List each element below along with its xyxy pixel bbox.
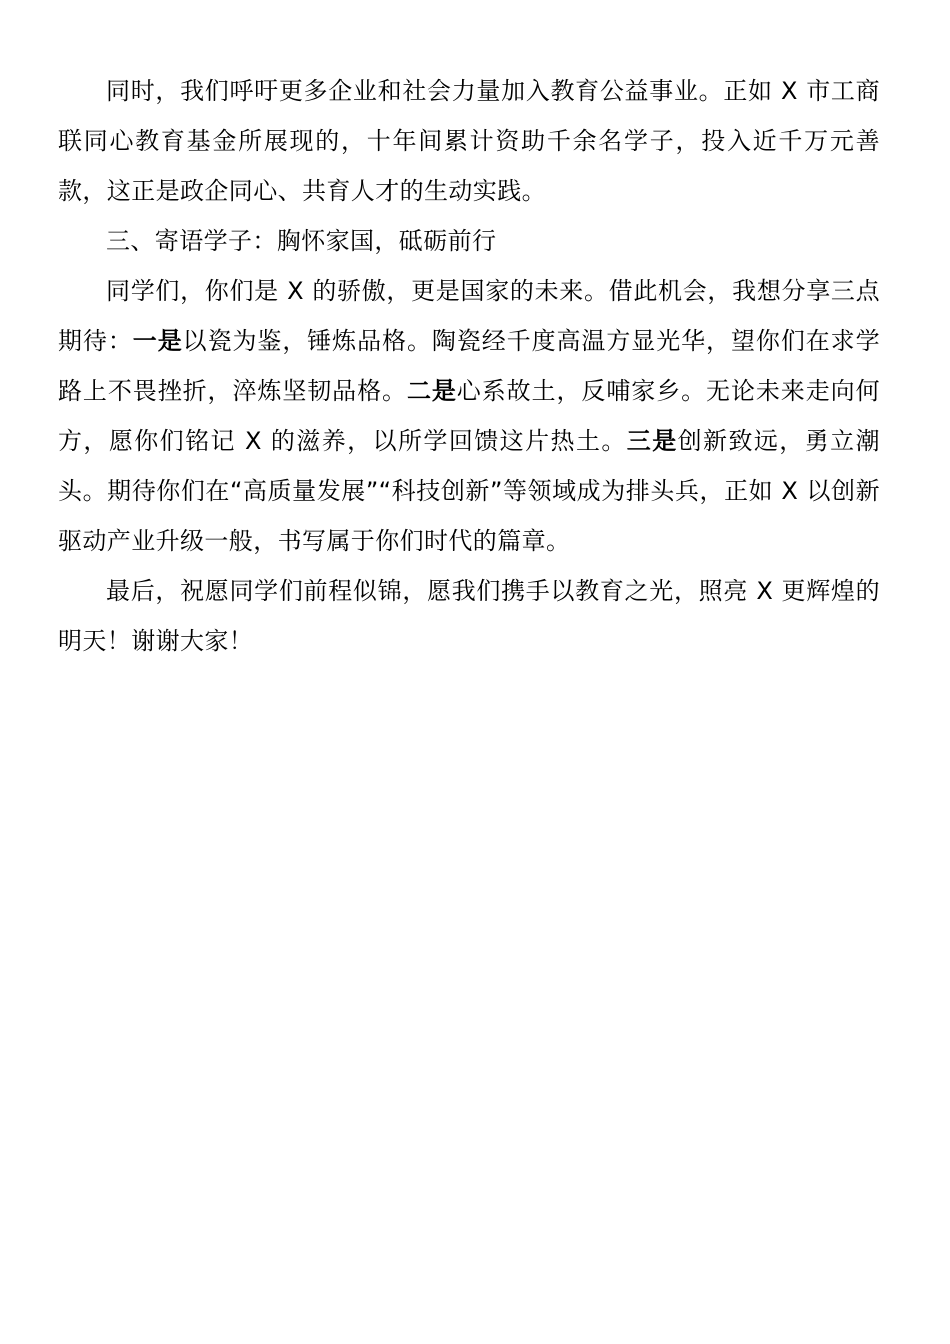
expectations-intro: 同学们，你们是 X 的骄傲，更是国家的未来。借此机会，我想分享三点期待： bbox=[58, 277, 880, 355]
section-heading-3: 三、寄语学子：胸怀家国，砥砺前行 bbox=[106, 227, 497, 255]
expectation-3-label: 三是 bbox=[626, 427, 678, 455]
paragraph-closing: 最后，祝愿同学们前程似锦，愿我们携手以教育之光，照亮 X 更辉煌的明天！谢谢大家！ bbox=[58, 577, 880, 655]
expectation-2-text: 心系故土，反哺家乡。无论未来走向何方，愿你们铭记 X 的滋养，以所学回馈这片热土。 bbox=[58, 377, 880, 455]
document-page bbox=[58, 66, 880, 666]
paragraph-call-for-support: 同时，我们呼吁更多企业和社会力量加入教育公益事业。正如 X 市工商联同心教育基金所展现的，十年间累计资助千余名学子，投入近千万元善款，这正是政企同心、共育人才的生动实践。 bbox=[58, 77, 880, 205]
expectation-1-label: 一是 bbox=[132, 327, 183, 355]
expectation-3-text: 创新致远，勇立潮头。期待你们在“高质量发展”“科技创新”等领域成为排头兵，正如 X 以创新驱动产业升级一般，书写属于你们时代的篇章。 bbox=[58, 427, 880, 555]
expectation-2-label: 二是 bbox=[406, 377, 457, 405]
expectation-1-text: 以瓷为鉴，锤炼品格。陶瓷经千度高温方显光华，望你们在求学路上不畏挫折，淬炼坚韧品格。 bbox=[58, 327, 880, 405]
paragraph-expectations bbox=[58, 266, 880, 566]
